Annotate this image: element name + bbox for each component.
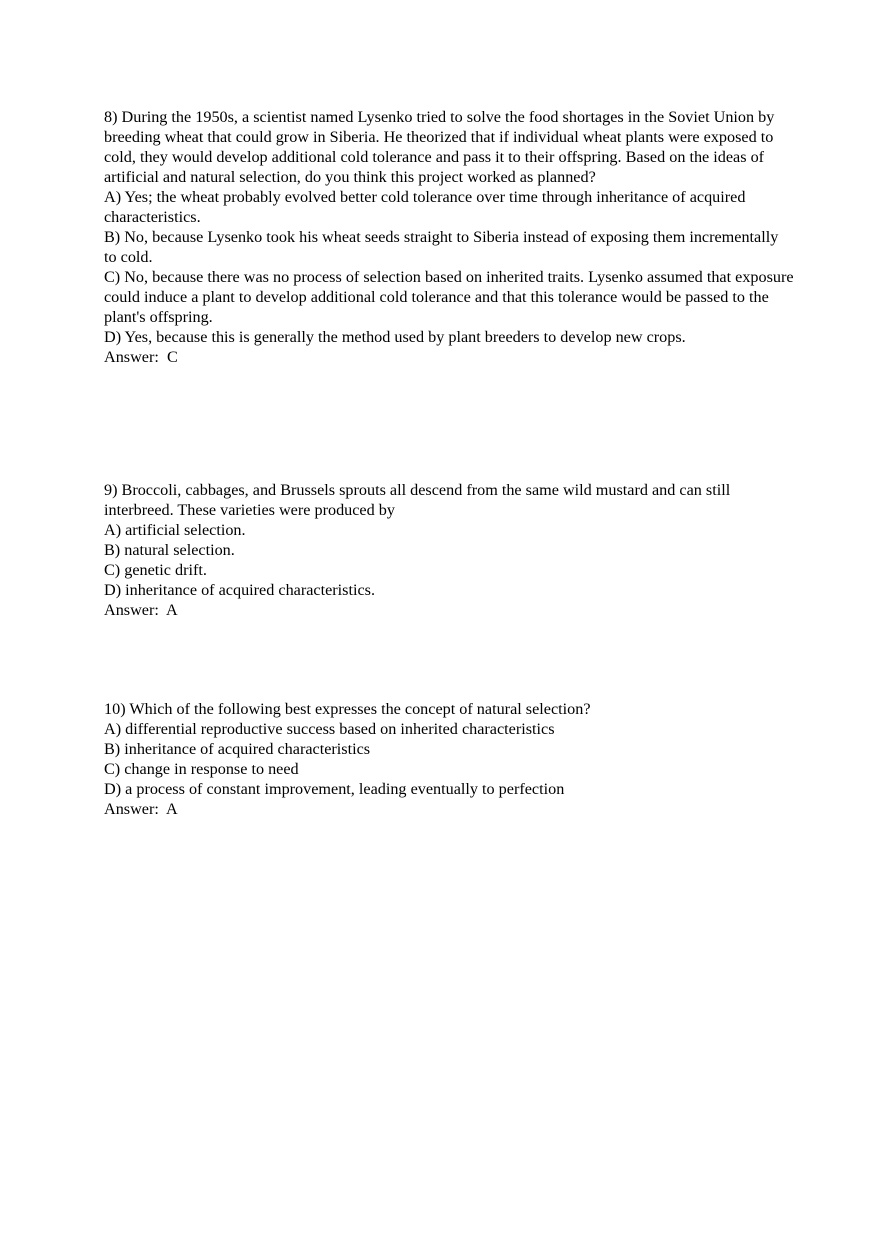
option-d: D) inheritance of acquired characteristics.: [104, 581, 375, 599]
option-b: B) natural selection.: [104, 541, 235, 559]
question-10: [104, 699, 794, 819]
option-a: A) artificial selection.: [104, 521, 246, 539]
question-stem: 9) Broccoli, cabbages, and Brussels sprouts all descend from the same wild mustard and can still interbreed. These varieties were produced by: [104, 481, 731, 519]
option-d: D) a process of constant improvement, leading eventually to perfection: [104, 780, 565, 798]
option-b: B) No, because Lysenko took his wheat seeds straight to Siberia instead of exposing them incrementally to cold.: [104, 228, 779, 266]
question-stem: 10) Which of the following best expresses the concept of natural selection?: [104, 700, 591, 718]
question-8: [104, 107, 794, 367]
option-b: B) inheritance of acquired characteristics: [104, 740, 371, 758]
option-c: C) No, because there was no process of selection based on inherited traits. Lysenko assumed that exposure could induce a plant to develop additional cold tolerance and that this tolerance would be passed to the plant's offspring.: [104, 268, 794, 326]
option-d: D) Yes, because this is generally the method used by plant breeders to develop new crops.: [104, 328, 686, 346]
answer-line: Answer: A: [104, 601, 178, 619]
option-a: A) differential reproductive success based on inherited characteristics: [104, 720, 555, 738]
answer-line: Answer: C: [104, 348, 178, 366]
question-9: [104, 480, 794, 620]
question-stem: 8) During the 1950s, a scientist named Lysenko tried to solve the food shortages in the Soviet Union by breeding wheat that could grow in Siberia. He theorized that if individual wheat plants were exposed to cold, they would develop additional cold tolerance and pass it to their offspring. Based on the ideas of artificial and natural selection, do you think this project worked as planned?: [104, 108, 775, 186]
answer-line: Answer: A: [104, 800, 178, 818]
option-a: A) Yes; the wheat probably evolved better cold tolerance over time through inheritance of acquired characteristics.: [104, 188, 746, 226]
option-c: C) change in response to need: [104, 760, 299, 778]
option-c: C) genetic drift.: [104, 561, 207, 579]
